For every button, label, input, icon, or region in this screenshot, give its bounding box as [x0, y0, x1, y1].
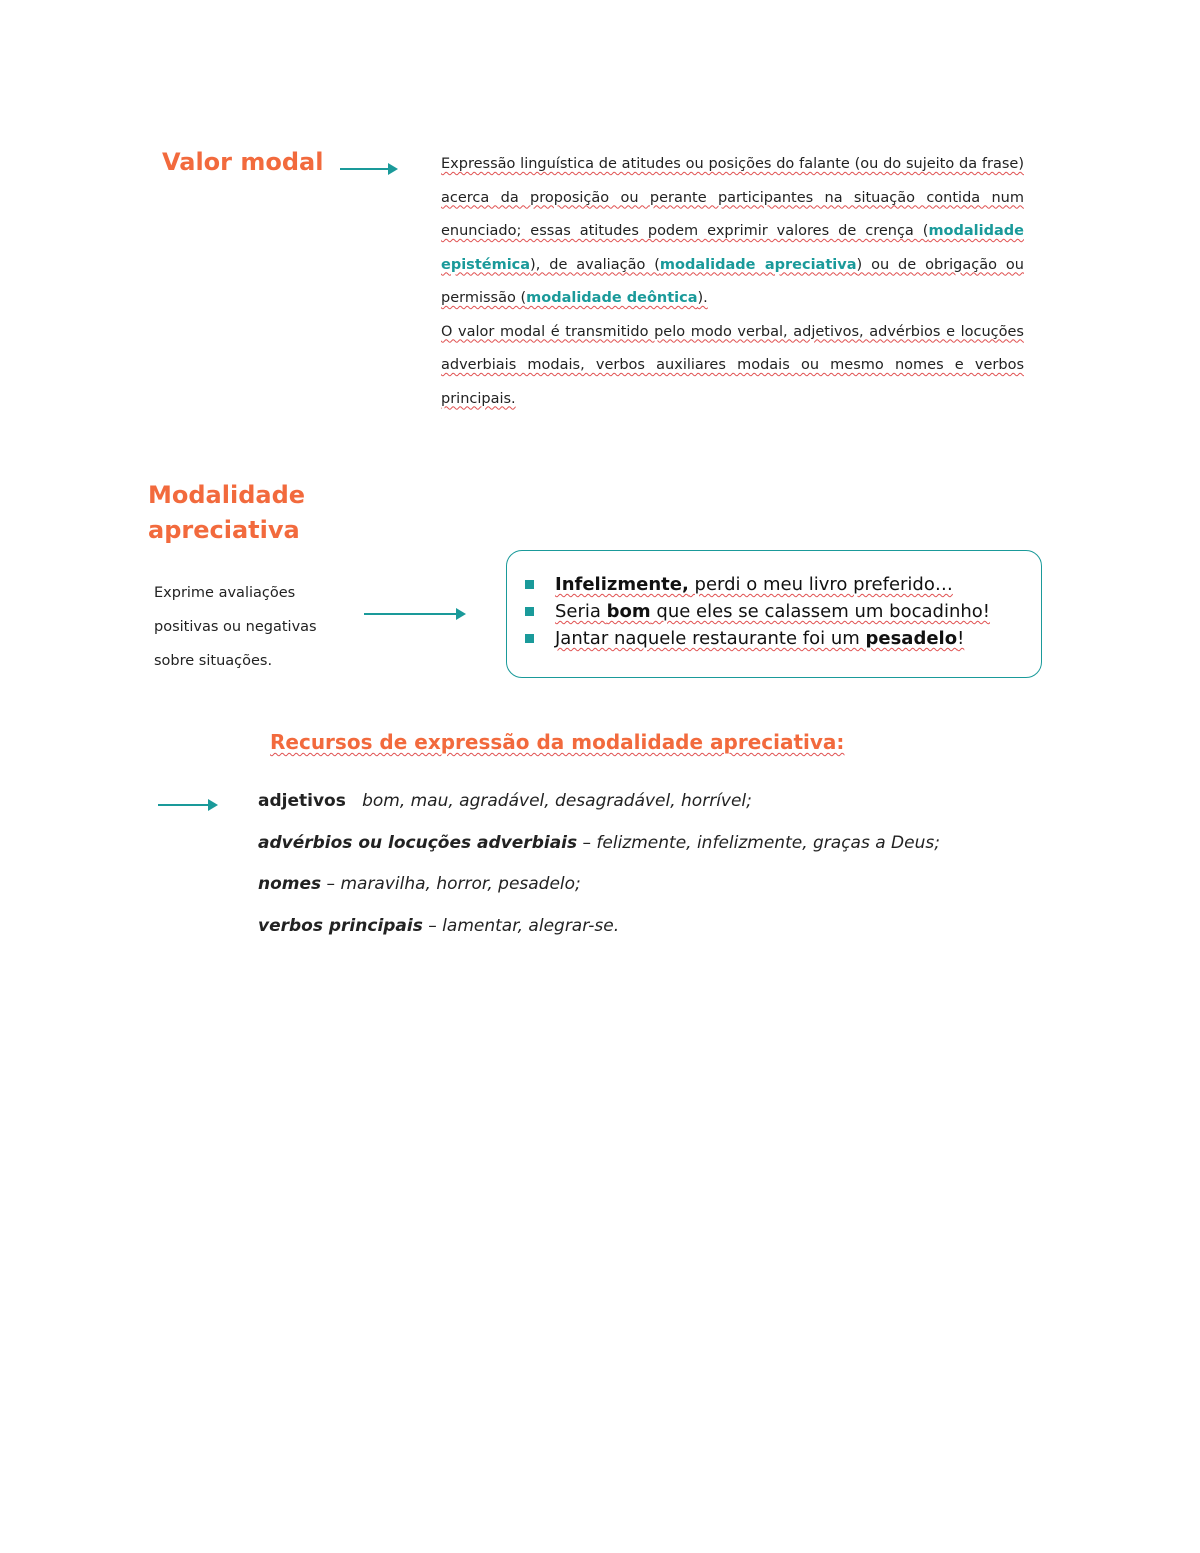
arrow-right-icon: [158, 804, 216, 806]
recursos-list: [258, 785, 1018, 951]
term-deontica: modalidade deôntica: [526, 290, 698, 306]
modalidade-apreciativa-description: Exprime avaliações positivas ou negativas sobre situações.: [154, 585, 317, 669]
arrow-right-icon: [364, 613, 464, 615]
recursos-title: Recursos de expressão da modalidade apreciativa:: [270, 730, 845, 754]
list-item: Seria bom que eles se calassem um bocadinho!: [523, 598, 1025, 625]
square-bullet-icon: [525, 634, 534, 643]
term-apreciativa: modalidade apreciativa: [659, 256, 857, 273]
examples-list: [523, 571, 1025, 652]
examples-box: [506, 550, 1042, 678]
definition-paragraph: Expressão linguística de atitudes ou posições do falante (ou do sujeito da frase) acerca da proposição ou perante participantes na situação contida num enunciado; essas atitudes podem exprimir valores de crença (modalidade epistémica), de avaliação (modalidade apreciativa) ou de obrigação ou permissão (modalidade deôntica).: [441, 156, 1024, 306]
square-bullet-icon: [525, 580, 534, 589]
arrow-right-icon: [340, 168, 396, 170]
term-epistemica: modalidade epistémica: [441, 223, 1024, 273]
valor-modal-title: Valor modal: [162, 148, 324, 176]
transmission-paragraph: O valor modal é transmitido pelo modo verbal, adjetivos, advérbios e locuções adverbiais modais, verbos auxiliares modais ou mesmo nomes e verbos principais.: [441, 323, 1024, 407]
modalidade-apreciativa-title: Modalidade apreciativa: [148, 481, 306, 544]
list-item: nomes – maravilha, horror, pesadelo;: [258, 874, 581, 894]
list-item: verbos principais – lamentar, alegrar-se.: [258, 915, 620, 936]
list-item: Infelizmente, perdi o meu livro preferido…: [523, 571, 1025, 598]
list-item: advérbios ou locuções adverbiais – felizmente, infelizmente, graças a Deus;: [258, 832, 940, 853]
valor-modal-definition: [441, 148, 1024, 416]
list-item: Jantar naquele restaurante foi um pesadelo!: [523, 625, 1025, 652]
square-bullet-icon: [525, 607, 534, 616]
list-item: adjetivos bom, mau, agradável, desagradável, horrível;: [258, 791, 752, 811]
